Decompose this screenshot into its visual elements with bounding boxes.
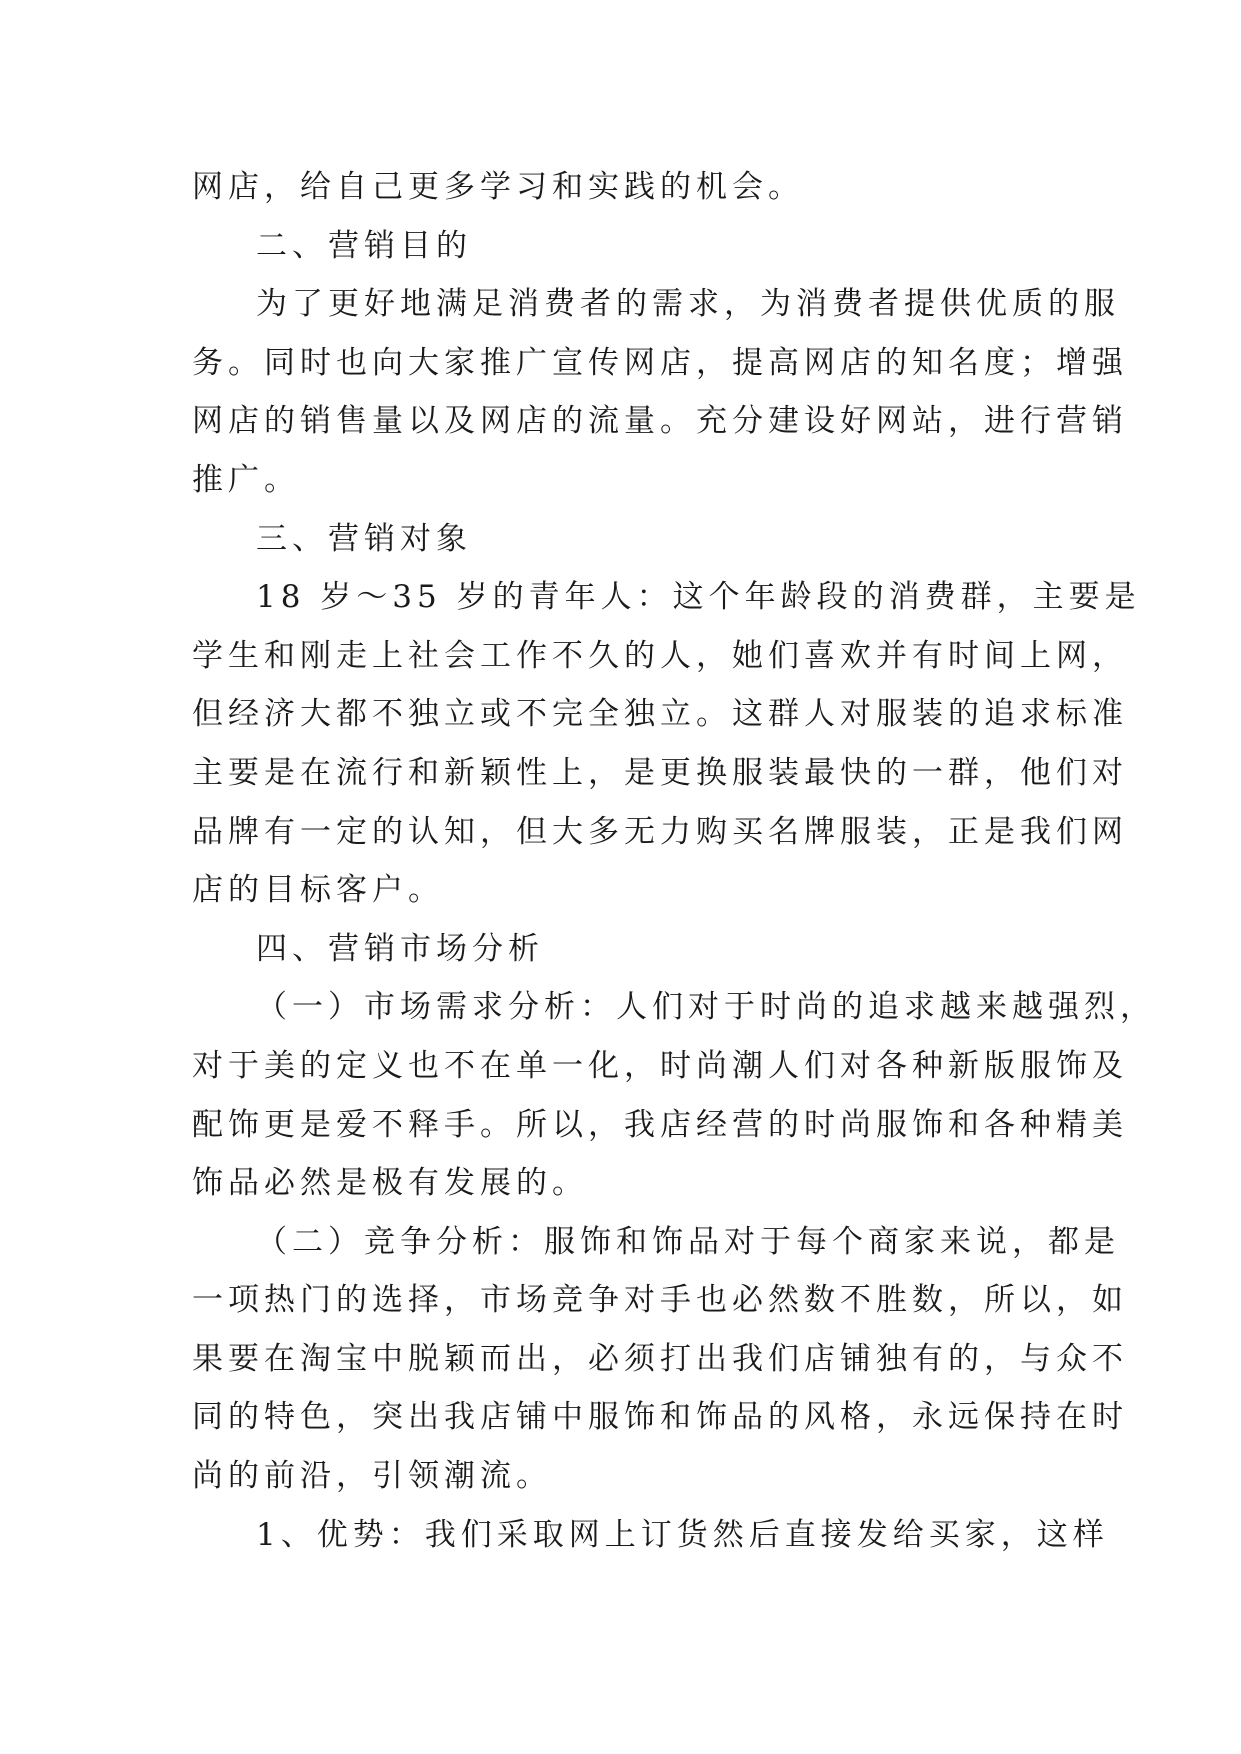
text-line: 为了更好地满足消费者的需求，为消费者提供优质的服 <box>256 286 1120 323</box>
text-line: 但经济大都不独立或不完全独立。这群人对服装的追求标准 <box>192 696 1128 733</box>
text-line: 店的目标客户。 <box>192 872 444 909</box>
text-line: 尚的前沿，引领潮流。 <box>192 1458 552 1495</box>
text-line: 一项热门的选择，市场竞争对手也必然数不胜数，所以，如 <box>192 1282 1128 1319</box>
text-line: 学生和刚走上社会工作不久的人，她们喜欢并有时间上网， <box>192 637 1128 674</box>
document-body <box>192 158 1156 1564</box>
text-line: （一）市场需求分析：人们对于时尚的追求越来越强烈， <box>256 989 1156 1026</box>
text-line: 主要是在流行和新颖性上，是更换服装最快的一群，他们对 <box>192 754 1128 791</box>
text-line: 饰品必然是极有发展的。 <box>192 1165 588 1202</box>
text-line: 配饰更是爱不释手。所以，我店经营的时尚服饰和各种精美 <box>192 1106 1128 1143</box>
text-line: 网店的销售量以及网店的流量。充分建设好网站，进行营销 <box>192 403 1128 440</box>
text-line: 四、营销市场分析 <box>256 930 544 967</box>
text-line: 同的特色，突出我店铺中服饰和饰品的风格，永远保持在时 <box>192 1399 1128 1436</box>
text-line: 网店，给自己更多学习和实践的机会。 <box>192 169 804 205</box>
text-line: 二、营销目的 <box>256 227 472 264</box>
text-line: 18 岁～35 岁的青年人：这个年龄段的消费群，主要是 <box>256 579 1141 616</box>
text-line: 务。同时也向大家推广宣传网店，提高网店的知名度；增强 <box>192 344 1128 381</box>
text-line: 对于美的定义也不在单一化，时尚潮人们对各种新版服饰及 <box>192 1047 1128 1084</box>
text-line: 1、优势：我们采取网上订货然后直接发给买家，这样 <box>256 1516 1109 1553</box>
text-line: 三、营销对象 <box>256 520 472 557</box>
text-line: 品牌有一定的认知，但大多无力购买名牌服装，正是我们网 <box>192 813 1128 850</box>
text-line: 推广。 <box>192 461 300 498</box>
text-line: （二）竞争分析：服饰和饰品对于每个商家来说，都是 <box>256 1223 1120 1260</box>
text-line: 果要在淘宝中脱颖而出，必须打出我们店铺独有的，与众不 <box>192 1340 1128 1377</box>
